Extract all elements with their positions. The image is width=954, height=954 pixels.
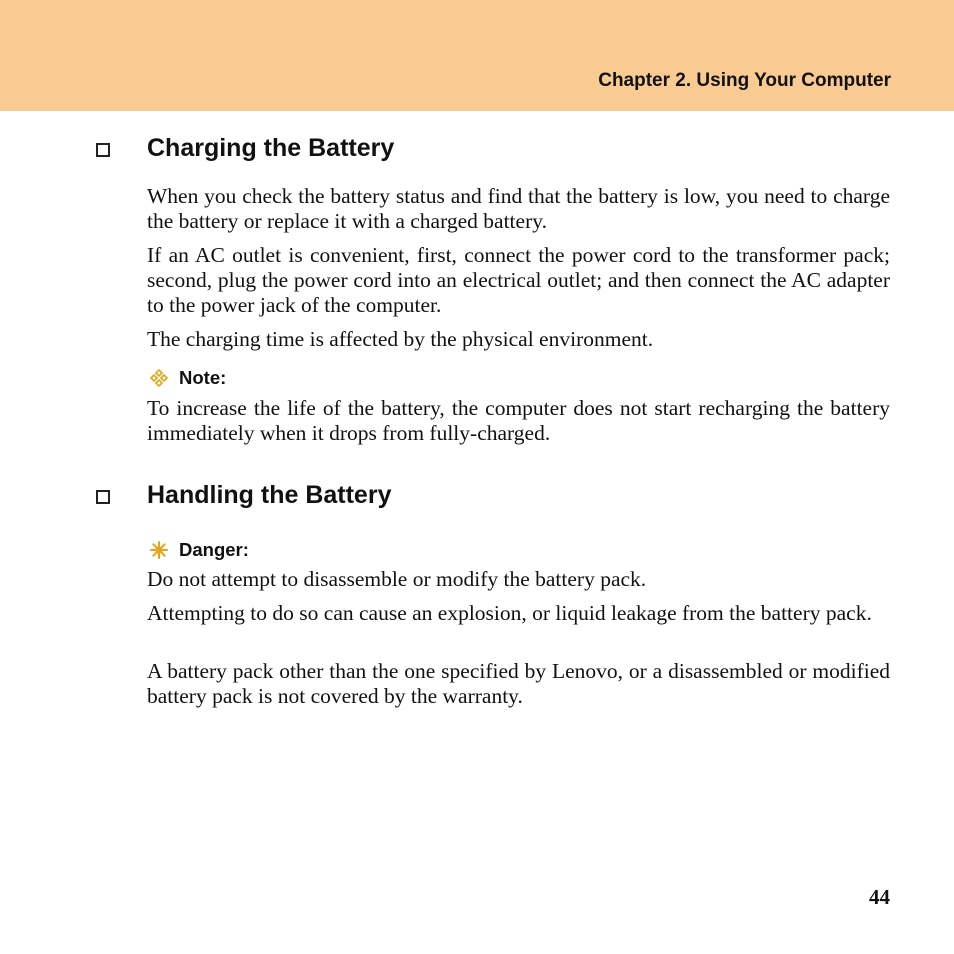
paragraph: Do not attempt to disassemble or modify the battery pack. xyxy=(147,567,647,591)
chapter-title: Chapter 2. Using Your Computer xyxy=(598,70,891,91)
paragraph: Attempting to do so can cause an explosion, or liquid leakage from the battery pack. xyxy=(147,601,872,625)
note-text: To increase the life of the battery, the computer does not start recharging the battery immediately when it drops from fully-charged. xyxy=(147,396,890,445)
section-heading-handling xyxy=(96,481,391,510)
page-number: 44 xyxy=(869,885,890,909)
diamond-sparkle-icon xyxy=(150,369,168,387)
danger-label: Danger: xyxy=(179,539,249,560)
square-bullet-icon xyxy=(96,490,110,504)
square-bullet-icon xyxy=(96,143,110,157)
paragraph: The charging time is affected by the physical environment. xyxy=(147,327,654,351)
note-label: Note: xyxy=(179,367,227,388)
danger-burst-icon xyxy=(150,541,168,559)
paragraph: If an AC outlet is convenient, first, connect the power cord to the transformer pack; second, plug the power cord into an electrical outlet; and then connect the AC adapter to the power jack of the computer. xyxy=(147,243,890,317)
paragraph: A battery pack other than the one specified by Lenovo, or a disassembled or modified battery pack is not covered by the warranty. xyxy=(147,659,890,708)
danger-callout xyxy=(150,539,249,561)
paragraph: When you check the battery status and find that the battery is low, you need to charge the battery or replace it with a charged battery. xyxy=(147,184,890,233)
chapter-header-band xyxy=(0,0,954,111)
section-title: Charging the Battery xyxy=(147,134,395,162)
section-heading-charging xyxy=(96,134,394,163)
section-title: Handling the Battery xyxy=(147,481,392,509)
note-callout xyxy=(150,367,226,389)
